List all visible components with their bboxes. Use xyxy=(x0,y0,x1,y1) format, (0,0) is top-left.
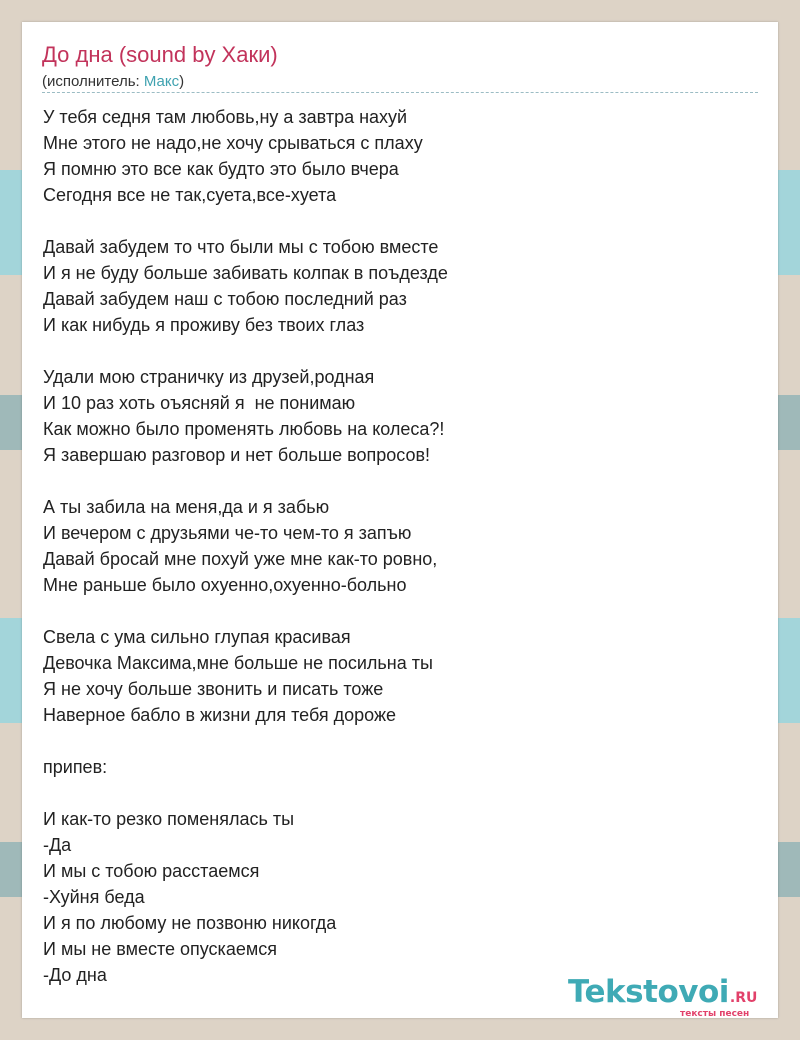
lyric-line: -Да xyxy=(43,835,72,855)
lyrics-card xyxy=(22,22,778,1018)
lyric-line: -До дна xyxy=(43,965,107,985)
lyric-line: Я помню это все как будто это было вчера xyxy=(43,159,399,179)
lyric-blank-line xyxy=(43,208,448,234)
lyric-line: Сегодня все не так,суета,все-хуета xyxy=(43,185,337,205)
lyric-line: Свела с ума сильно глупая красивая xyxy=(43,627,351,647)
lyric-blank-line xyxy=(43,338,448,364)
lyric-line: И вечером с друзьями че-то чем-то я запъю xyxy=(43,523,412,543)
logo-wordmark: Tekstovoi xyxy=(568,974,729,1010)
lyric-line: У тебя седня там любовь,ну а завтра нахуй xyxy=(43,107,408,127)
lyrics-text xyxy=(43,104,448,988)
logo-tagline: тексты песен xyxy=(680,1009,750,1019)
lyric-line: -Хуйня беда xyxy=(43,887,145,907)
site-logo[interactable] xyxy=(568,974,778,1018)
lyric-blank-line xyxy=(43,468,448,494)
lyric-line: Давай бросай мне похуй уже мне как-то ровно, xyxy=(43,549,438,569)
lyric-line: Мне этого не надо,не хочу срываться с плаху xyxy=(43,133,423,153)
title-divider xyxy=(42,92,758,93)
lyric-blank-line xyxy=(43,728,448,754)
lyric-blank-line xyxy=(43,780,448,806)
lyric-line: И 10 раз хоть оъясняй я не понимаю xyxy=(43,393,356,413)
lyric-line: Я завершаю разговор и нет больше вопросов! xyxy=(43,445,431,465)
lyric-line: И я не буду больше забивать колпак в поъдезде xyxy=(43,263,448,283)
lyric-line: Давай забудем то что были мы с тобою вместе xyxy=(43,237,439,257)
lyric-blank-line xyxy=(43,598,448,624)
artist-suffix: ) xyxy=(179,73,185,90)
logo-domain: .RU xyxy=(729,990,758,1006)
lyric-line: И мы не вместе опускаемся xyxy=(43,939,277,959)
artist-link[interactable]: Макс xyxy=(143,73,180,90)
lyric-line: Девочка Максима,мне больше не посильна ты xyxy=(43,653,433,673)
lyric-line: И я по любому не позвоню никогда xyxy=(43,913,337,933)
lyric-line: припев: xyxy=(43,757,108,777)
song-title: До дна (sound by Хаки) xyxy=(42,42,278,67)
lyric-line: Наверное бабло в жизни для тебя дороже xyxy=(43,705,397,725)
lyric-line: И мы с тобою расстаемся xyxy=(43,861,260,881)
lyric-line: Я не хочу больше звонить и писать тоже xyxy=(43,679,384,699)
lyric-line: Удали мою страничку из друзей,родная xyxy=(43,367,375,387)
lyric-line: И как-то резко поменялась ты xyxy=(43,809,295,829)
artist-prefix: (исполнитель: xyxy=(42,73,140,90)
lyric-line: Мне раньше было охуенно,охуенно-больно xyxy=(43,575,407,595)
lyric-line: Давай забудем наш с тобою последний раз xyxy=(43,289,407,309)
lyric-line: А ты забила на меня,да и я забью xyxy=(43,497,330,517)
artist-line xyxy=(42,73,184,90)
lyric-line: И как нибудь я проживу без твоих глаз xyxy=(43,315,365,335)
lyric-line: Как можно было променять любовь на колеса?! xyxy=(43,419,445,439)
